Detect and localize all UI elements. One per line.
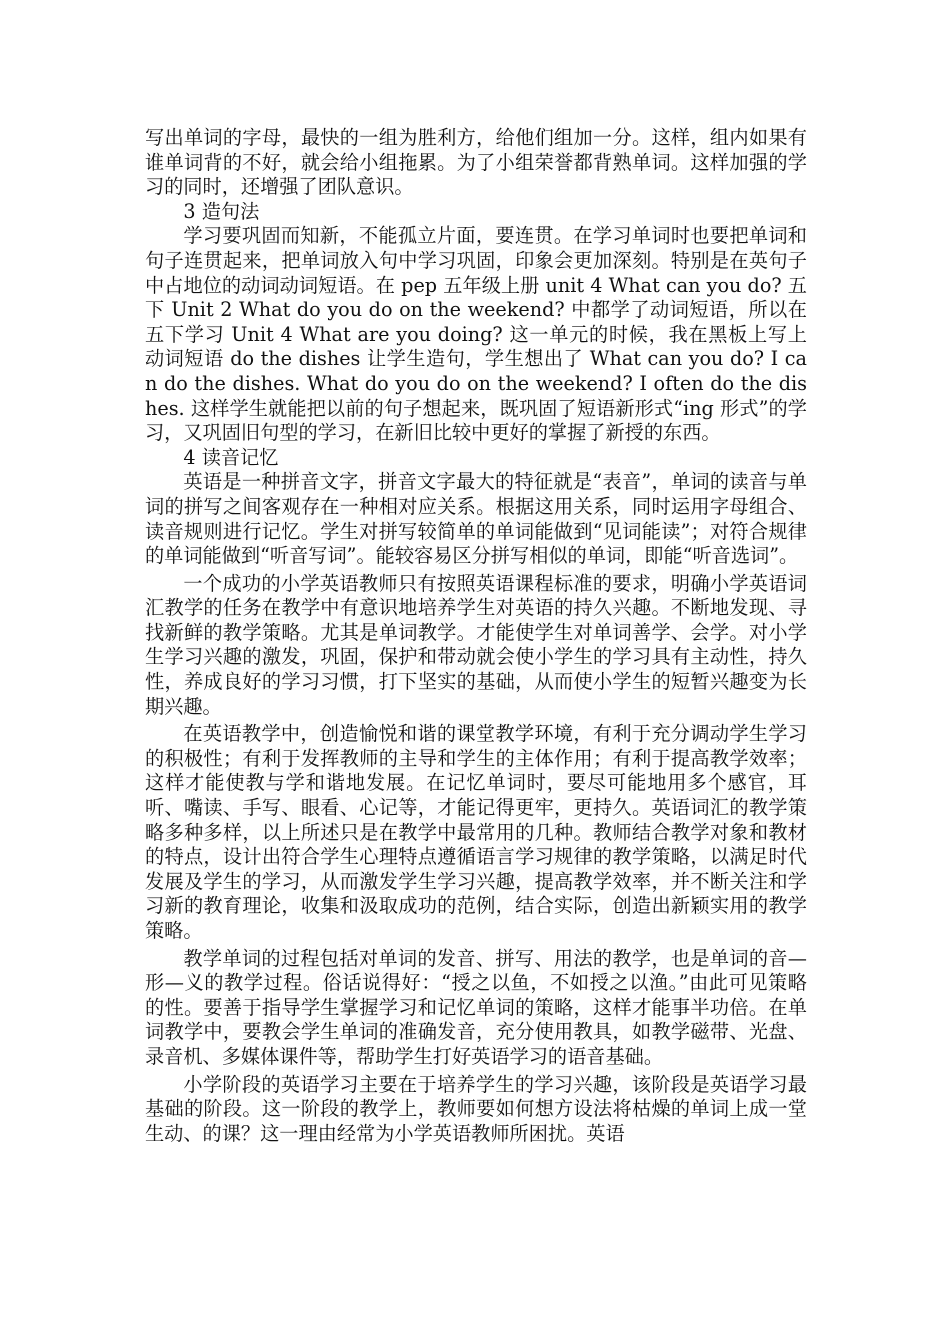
document-page	[145, 126, 807, 1146]
section-heading-sentence-method: 3 造句法	[183, 199, 260, 223]
paragraph-phonetic-writing: 英语是一种拼音文字，拼音文字最大的特征就是“表音”，单词的读音与单词的拼写之间客观存在一种相对应关系。根据这用关系，同时运用字母组合、读音规则进行记忆。学生对拼写较简单的单词能做到“见词能读”；对符合规律的单词能做到“听音写词”。能较容易区分拼写相似的单词，即能“听音选词”。	[145, 470, 807, 568]
paragraph-word-teaching-process: 教学单词的过程包括对单词的发音、拼写、用法的教学，也是单词的音—形—义的教学过程。俗话说得好：“授之以鱼，不如授之以渔。”由此可见策略的性。要善于指导学生掌握学习和记忆单词的策略，这样才能事半功倍。在单词教学中，要教会学生单词的准确发音，充分使用教具，如教学磁带、光盘、录音机、多媒体课件等，帮助学生打好英语学习的语音基础。	[145, 946, 807, 1068]
paragraph-successful-teacher: 一个成功的小学英语教师只有按照英语课程标准的要求，明确小学英语词汇教学的任务在教学中有意识地培养学生对英语的持久兴趣。不断地发现、寻找新鲜的教学策略。尤其是单词教学。才能使学生对单词善学、会学。对小学生学习兴趣的激发，巩固，保护和带动就会使小学生的学习具有主动性，持久性，养成良好的学习习惯，打下坚实的基础，从而使小学生的短暂兴趣变为长期兴趣。	[145, 571, 807, 718]
paragraph-classroom-environment: 在英语教学中，创造愉悦和谐的课堂教学环境，有利于充分调动学生学习的积极性；有利于发挥教师的主导和学生的主体作用；有利于提高教学效率；这样才能使教与学和谐地发展。在记忆单词时，要尽可能地用多个感官，耳听、嘴读、手写、眼看、心记等，才能记得更牢，更持久。英语词汇的教学策略多种多样，以上所述只是在教学中最常用的几种。教师结合教学对象和教材的特点，设计出符合学生心理特点遵循语言学习规律的教学策略，以满足时代发展及学生的学习，从而激发学生学习兴趣，提高教学效率，并不断关注和学习新的教育理论，收集和汲取成功的范例，结合实际，创造出新颖实用的教学策略。	[145, 722, 807, 942]
paragraph-primary-stage: 小学阶段的英语学习主要在于培养学生的学习兴趣，该阶段是英语学习最基础的阶段。这一阶段的教学上，教师要如何想方设法将枯燥的单词上成一堂生动、的课？这一理由经常为小学英语教师所困扰。英语	[145, 1072, 807, 1145]
continuation-paragraph: 写出单词的字母，最快的一组为胜利方，给他们组加一分。这样，组内如果有谁单词背的不好，就会给小组拖累。为了小组荣誉都背熟单词。这样加强的学习的同时，还增强了团队意识。	[145, 126, 807, 199]
section-heading-pronunciation-memory: 4 读音记忆	[183, 445, 279, 469]
paragraph-sentence-making: 学习要巩固而知新，不能孤立片面，要连贯。在学习单词时也要把单词和句子连贯起来，把单词放入句中学习巩固，印象会更加深刻。特别是在英句子中占地位的动词动词短语。在 pep 五年级上册 unit 4 What can you do? 五下 Unit 2 What do you do on the weekend? 中都学了动词短语，所以在五下学习 Unit 4 What are you doing? 这一单元的时候，我在黑板上写上动词短语 do the dishes 让学生造句，学生想出了 What can you do? I can do the dishes. What do you do on the weekend? I often do the dishes. 这样学生就能把以前的句子想起来，既巩固了短语新形式“ing 形式”的学习，又巩固旧句型的学习，在新旧比较中更好的掌握了新授的东西。	[145, 224, 807, 445]
